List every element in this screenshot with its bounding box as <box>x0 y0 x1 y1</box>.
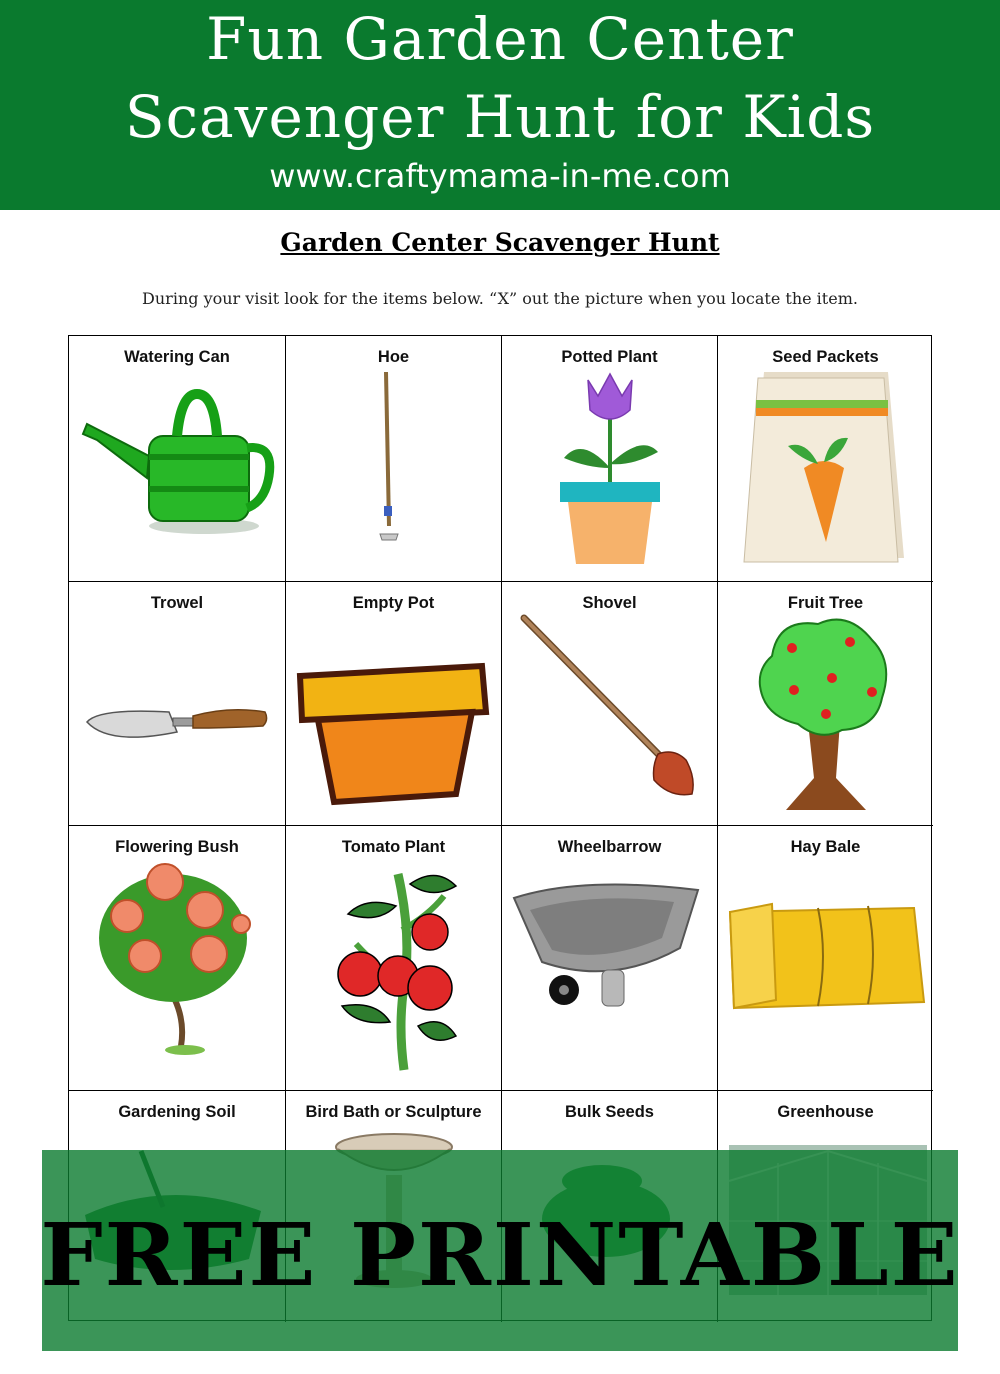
potted-plant-icon <box>502 336 718 582</box>
title-banner <box>0 0 1000 210</box>
item-label: Wheelbarrow <box>557 838 662 856</box>
item-label: Gardening Soil <box>118 1103 236 1121</box>
instructions-text: During your visit look for the items below. “X” out the picture when you locate the item. <box>142 289 858 308</box>
shovel-icon <box>502 582 718 826</box>
document-title: Garden Center Scavenger Hunt <box>280 228 720 257</box>
free-printable-overlay <box>42 1150 958 1351</box>
website-url: www.craftymama-in-me.com <box>269 157 731 195</box>
item-label: Potted Plant <box>561 348 658 366</box>
wheelbarrow-icon <box>502 826 718 1091</box>
item-label: Trowel <box>150 594 204 612</box>
item-label: Shovel <box>582 594 637 612</box>
grid-cell-potted-plant[interactable] <box>502 336 718 582</box>
item-label: Hay Bale <box>790 838 861 856</box>
watering-can-icon <box>69 336 286 582</box>
grid-cell-seed-packets[interactable] <box>718 336 933 582</box>
trowel-icon <box>69 582 286 826</box>
item-label: Hoe <box>377 348 410 366</box>
banner-title-line-2: Scavenger Hunt for Kids <box>124 83 876 151</box>
grid-cell-watering-can[interactable] <box>69 336 286 582</box>
fruit-tree-icon <box>718 582 933 826</box>
item-label: Bulk Seeds <box>565 1103 654 1121</box>
grid-cell-hoe[interactable] <box>286 336 502 582</box>
grid-cell-flowering-bush[interactable] <box>69 826 286 1091</box>
item-label: Bird Bath or Sculpture <box>305 1103 482 1121</box>
banner-title-line-1: Fun Garden Center <box>206 5 794 73</box>
item-label: Flowering Bush <box>115 838 239 856</box>
grid-cell-hay-bale[interactable] <box>718 826 933 1091</box>
grid-cell-wheelbarrow[interactable] <box>502 826 718 1091</box>
grid-cell-fruit-tree[interactable] <box>718 582 933 826</box>
item-label: Greenhouse <box>777 1103 874 1121</box>
grid-cell-empty-pot[interactable] <box>286 582 502 826</box>
hoe-icon <box>286 336 502 582</box>
tomato-plant-icon <box>286 826 502 1091</box>
grid-cell-shovel[interactable] <box>502 582 718 826</box>
grid-cell-trowel[interactable] <box>69 582 286 826</box>
item-label: Seed Packets <box>772 348 879 366</box>
hay-bale-icon <box>718 826 933 1091</box>
item-label: Tomato Plant <box>341 838 446 856</box>
item-label: Fruit Tree <box>787 594 864 612</box>
free-printable-text: FREE PRINTABLE <box>40 1205 960 1306</box>
item-label: Watering Can <box>124 348 230 366</box>
seed-packets-icon <box>718 336 933 582</box>
item-label: Empty Pot <box>352 594 435 612</box>
empty-pot-icon <box>286 582 502 826</box>
grid-cell-tomato-plant[interactable] <box>286 826 502 1091</box>
flowering-bush-icon <box>69 826 286 1091</box>
